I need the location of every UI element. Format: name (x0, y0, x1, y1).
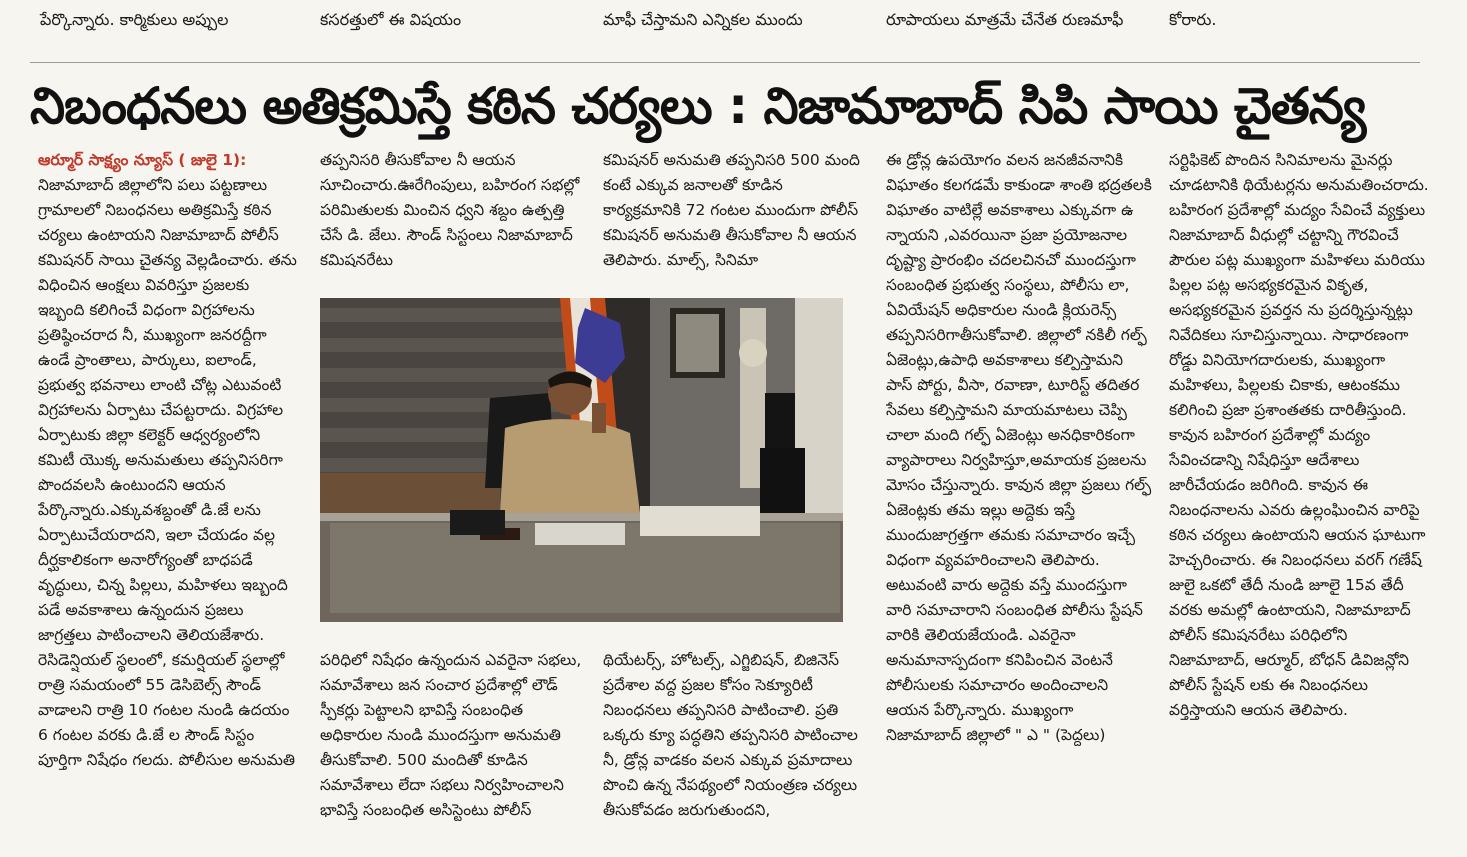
article-col3-top-text: కమిషనర్ అనుమతి తప్పనిసరి 500 మంది కంటే ఎక్కువ జనాలతో కూడిన కార్యక్రమానికి 72 గంటల ముందుగా పోలీస్ కమిషనర్ అనుమతి తీసుకోవాల నీ ఆయన తెలిపారు. మాల్స్, సినిమా (603, 151, 860, 269)
article-col3-bottom-text: థియేటర్స్, హోటల్స్, ఎగ్జిబిషన్, బిజినెస్ ప్రదేశాల వద్ద ప్రజల కోసం సెక్యూరిటీ నిబంధనలు తప్పనిసరి పాటించాలి. ప్రతి ఒక్కరు క్యూ పద్ధతిని తప్పనిసరి పాటించాల నీ, డ్రోన్ల వాడకం వలన ఎక్కువ ప్రమాదాలు పొంచి ఉన్న నేపథ్యంలో నియంత్రణ చర్యలు తీసుకోవడం జరుగుతుందని, (603, 651, 858, 819)
article-column-4 (886, 148, 1152, 748)
article-col5-text: సర్టిఫికెట్ పొందిన సినిమాలను మైనర్లు చూడటానికి థియేటర్లను అనుమతించరాదు. బహిరంగ ప్రదేశాల్లో మద్యం సేవించే వ్యక్తులు నిజామాబాద్ వీధుల్లో చట్టాన్ని గౌరవించే పౌరుల పట్ల ముఖ్యంగా మహిళలు మరియు పిల్లల పట్ల అసభ్యకరమైన వికృత, అసభ్యకరమైన ప్రవర్తన ను ప్రదర్శిస్తున్నట్లు నివేదికలు సూచిస్తున్నాయి. సాధారణంగా రోడ్డు వినియోగదారులకు, ముఖ్యంగా మహిళలు, పిల్లలకు చికాకు, ఆటంకము కలిగించి ప్రజా ప్రశాంతతకు దారితీస్తుంది. కావున బహిరంగ ప్రదేశాల్లో మద్యం సేవించడాన్ని నిషేధిస్తూ ఆదేశాలు జారీచేయడం జరిగింది. కావున ఈ నిబంధనాలను ఎవరు ఉల్లంఘించిన వారిపై కఠిన చర్యలు ఉంటాయని ఆయన ఘాటుగా హెచ్చరించారు. ఈ నిబంధనలు వరగ్ గణేష్ జులై ఒకటో తేదీ నుండి జూలై 15వ తేదీ వరకు అమల్లో ఉంటాయని, నిజామాబాద్ పోలీస్ కమిషనరేటు పరిధిలోని నిజామాబాద్, ఆర్మూర్, బోధన్ డివిజన్లోని పోలీస్ స్టేషన్ లకు ఈ నిబంధనలు వర్తిస్తాయని ఆయన తెలిపారు. (1169, 151, 1429, 719)
article-col2-top-text: తప్పనిసరి తీసుకోవాల నీ ఆయన సూచించారు.ఊరేగింపులు, బహిరంగ సభల్లో పరిమితులకు మించిన ధ్వని శబ్దం ఉత్పత్తి చేసే డి. జేలు. సౌండ్ సిస్టంలు నిజామాబాద్ కమిషనరేటు (320, 151, 580, 269)
top-strip-col4: రూపాయలు మాత్రమే చేనేత రుణమాఫీ (886, 10, 1124, 29)
top-strip-col5: కోరారు. (1169, 10, 1217, 29)
top-strip-col3: మాఫీ చేస్తామని ఎన్నికల ముందు (603, 10, 803, 29)
article-column-1 (38, 148, 300, 773)
police-officer-at-desk-photo-icon (320, 298, 843, 622)
article-col4-text: ఈ డ్రోన్ల ఉపయోగం వలన జనజీవనానికి విఘాతం కలగడమే కాకుండా శాంతి భద్రతలకి విఘాతం వాటిల్లే అవకాశాలు ఎక్కువగా ఉ న్నాయని ,ఎవరయినా ప్రజా ప్రయోజనాల దృష్ట్యా ప్రారంభిం చదలచినచో ముందస్తుగా సంబంధిత ప్రభుత్వ సంస్థలు, పోలీసు లా, ఏవియేషన్ అధికారుల నుండి క్లియరెన్స్ తప్పనిసరిగాతీసుకోవాలి. జిల్లాలో నకిలీ గల్ఫ్ ఏజెంట్లు,ఉపాధి అవకాశాలు కల్పిస్తామని పాస్ పోర్టు, వీసా, రవాణా, టూరిస్ట్ తదితర సేవలు కల్పిస్తామని మాయమాటలు చెప్పి చాలా మంది గల్ఫ్ ఏజెంట్లు అనధికారికంగా వ్యాపారాలు నిర్వహిస్తూ,అమాయక ప్రజలను మోసం చేస్తున్నారు. కావున జిల్లా ప్రజలు గల్ఫ్ ఏజెంట్లకు తమ ఇల్లు అద్దెకు ఇస్తే ముందుజాగ్రత్తగా తమకు సమాచారం ఇచ్చే విధంగా వ్యవహరించాలని తెలిపారు. అటువంటి వారు అద్దెకు వస్తే ముందస్తుగా వారి సమాచారాని సంబంధిత పోలీసు స్టేషన్ వారికి తెలియజేయండి. ఎవరైనా అనుమానాస్పదంగా కనిపించిన వెంటనే పోలీసులకు సమాచారం అందించాలని ఆయన పేర్కొన్నారు. ముఖ్యంగా నిజామాబాద్ జిల్లాలో " ఎ " (పెద్దలు) (886, 151, 1152, 744)
article-column-5 (1169, 148, 1429, 723)
police-commissioner-photo (320, 298, 843, 622)
article-column-2-bottom (320, 648, 588, 823)
top-strip-col1: పేర్కొన్నారు. కార్మికులు అప్పుల (40, 10, 229, 29)
article-column-2-top (320, 148, 588, 293)
article-dateline: ఆర్మూర్ సాక్ష్యం న్యూస్ ( జులై 1): (38, 151, 247, 169)
top-strip-col2: కసరత్తులో ఈ విషయం (320, 10, 462, 29)
section-divider (30, 62, 1420, 63)
article-col2-bottom-text: పరిధిలో నిషేధం ఉన్నందున ఎవరైనా సభలు, సమావేశాలు జన సంచార ప్రదేశాల్లో లౌడ్ స్పీకర్లు పెట్టాలని భావిస్తే సంబంధిత అధికారుల నుండి ముందస్తుగా అనుమతి తీసుకోవాలి. 500 మందితో కూడిన సమావేశాలు లేదా సభలు నిర్వహించాలని భావిస్తే సంబంధిత అసిస్టెంటు పోలీస్ (320, 651, 582, 819)
article-col1-text: నిజామాబాద్ జిల్లాలోని పలు పట్టణాలు గ్రామాలలో నిబంధనలు అతిక్రమిస్తే కఠిన చర్యలు ఉంటాయని నిజామాబాద్ పోలీస్ కమిషనర్ సాయి చైతన్య వెల్లడించారు. తను విధించిన ఆంక్షలు వివరిస్తూ ప్రజలకు ఇబ్బంది కలిగించే విధంగా విగ్రహాలను ప్రతిష్ఠించరాద నీ, ముఖ్యంగా జనరద్దీగా ఉండే ప్రాంతాలు, పార్కులు, ఐలాండ్, ప్రభుత్వ భవనాలు లాంటి చోట్ల ఎటువంటి విగ్రహాలను ఏర్పాటు చేపట్టరాదు. విగ్రహాల ఏర్పాటుకు జిల్లా కలెక్టర్ ఆధ్వర్యంలోని కమిటీ యొక్క అనుమతులు తప్పనిసరిగా పొందవలసి ఉంటుందని ఆయన పేర్కొన్నారు.ఎక్కువశబ్దంతో డి.జే లను ఏర్పాటుచేయరాదని, ఇలా చేయడం వల్ల దీర్ఘకాలికంగా అనారోగ్యంతో బాధపడే వృద్ధులు, చిన్న పిల్లలు, మహిళలు ఇబ్బంది పడే అవకాశాలు ఉన్నందున ప్రజలు జాగ్రత్తలు పాటించాలని తెలియజేశారు. రెసిడెన్షియల్ స్థలంలో, కమర్షియల్ స్థలాల్లో రాత్రి సమయంలో 55 డెసిబెల్స్ సౌండ్ వాడాలని రాత్రి 10 గంటల నుండి ఉదయం 6 గంటల వరకు డి.జే ల సౌండ్ సిస్టం పూర్తిగా నిషేధం గలదు. పోలీసుల అనుమతి (38, 176, 297, 769)
article-headline: నిబంధనలు అతిక్రమిస్తే కఠిన చర్యలు : నిజామాబాద్ సిపి సాయి చైతన్య (30, 77, 1366, 135)
article-column-3-bottom (603, 648, 865, 823)
article-column-3-top (603, 148, 865, 293)
previous-article-strip (0, 0, 1467, 40)
